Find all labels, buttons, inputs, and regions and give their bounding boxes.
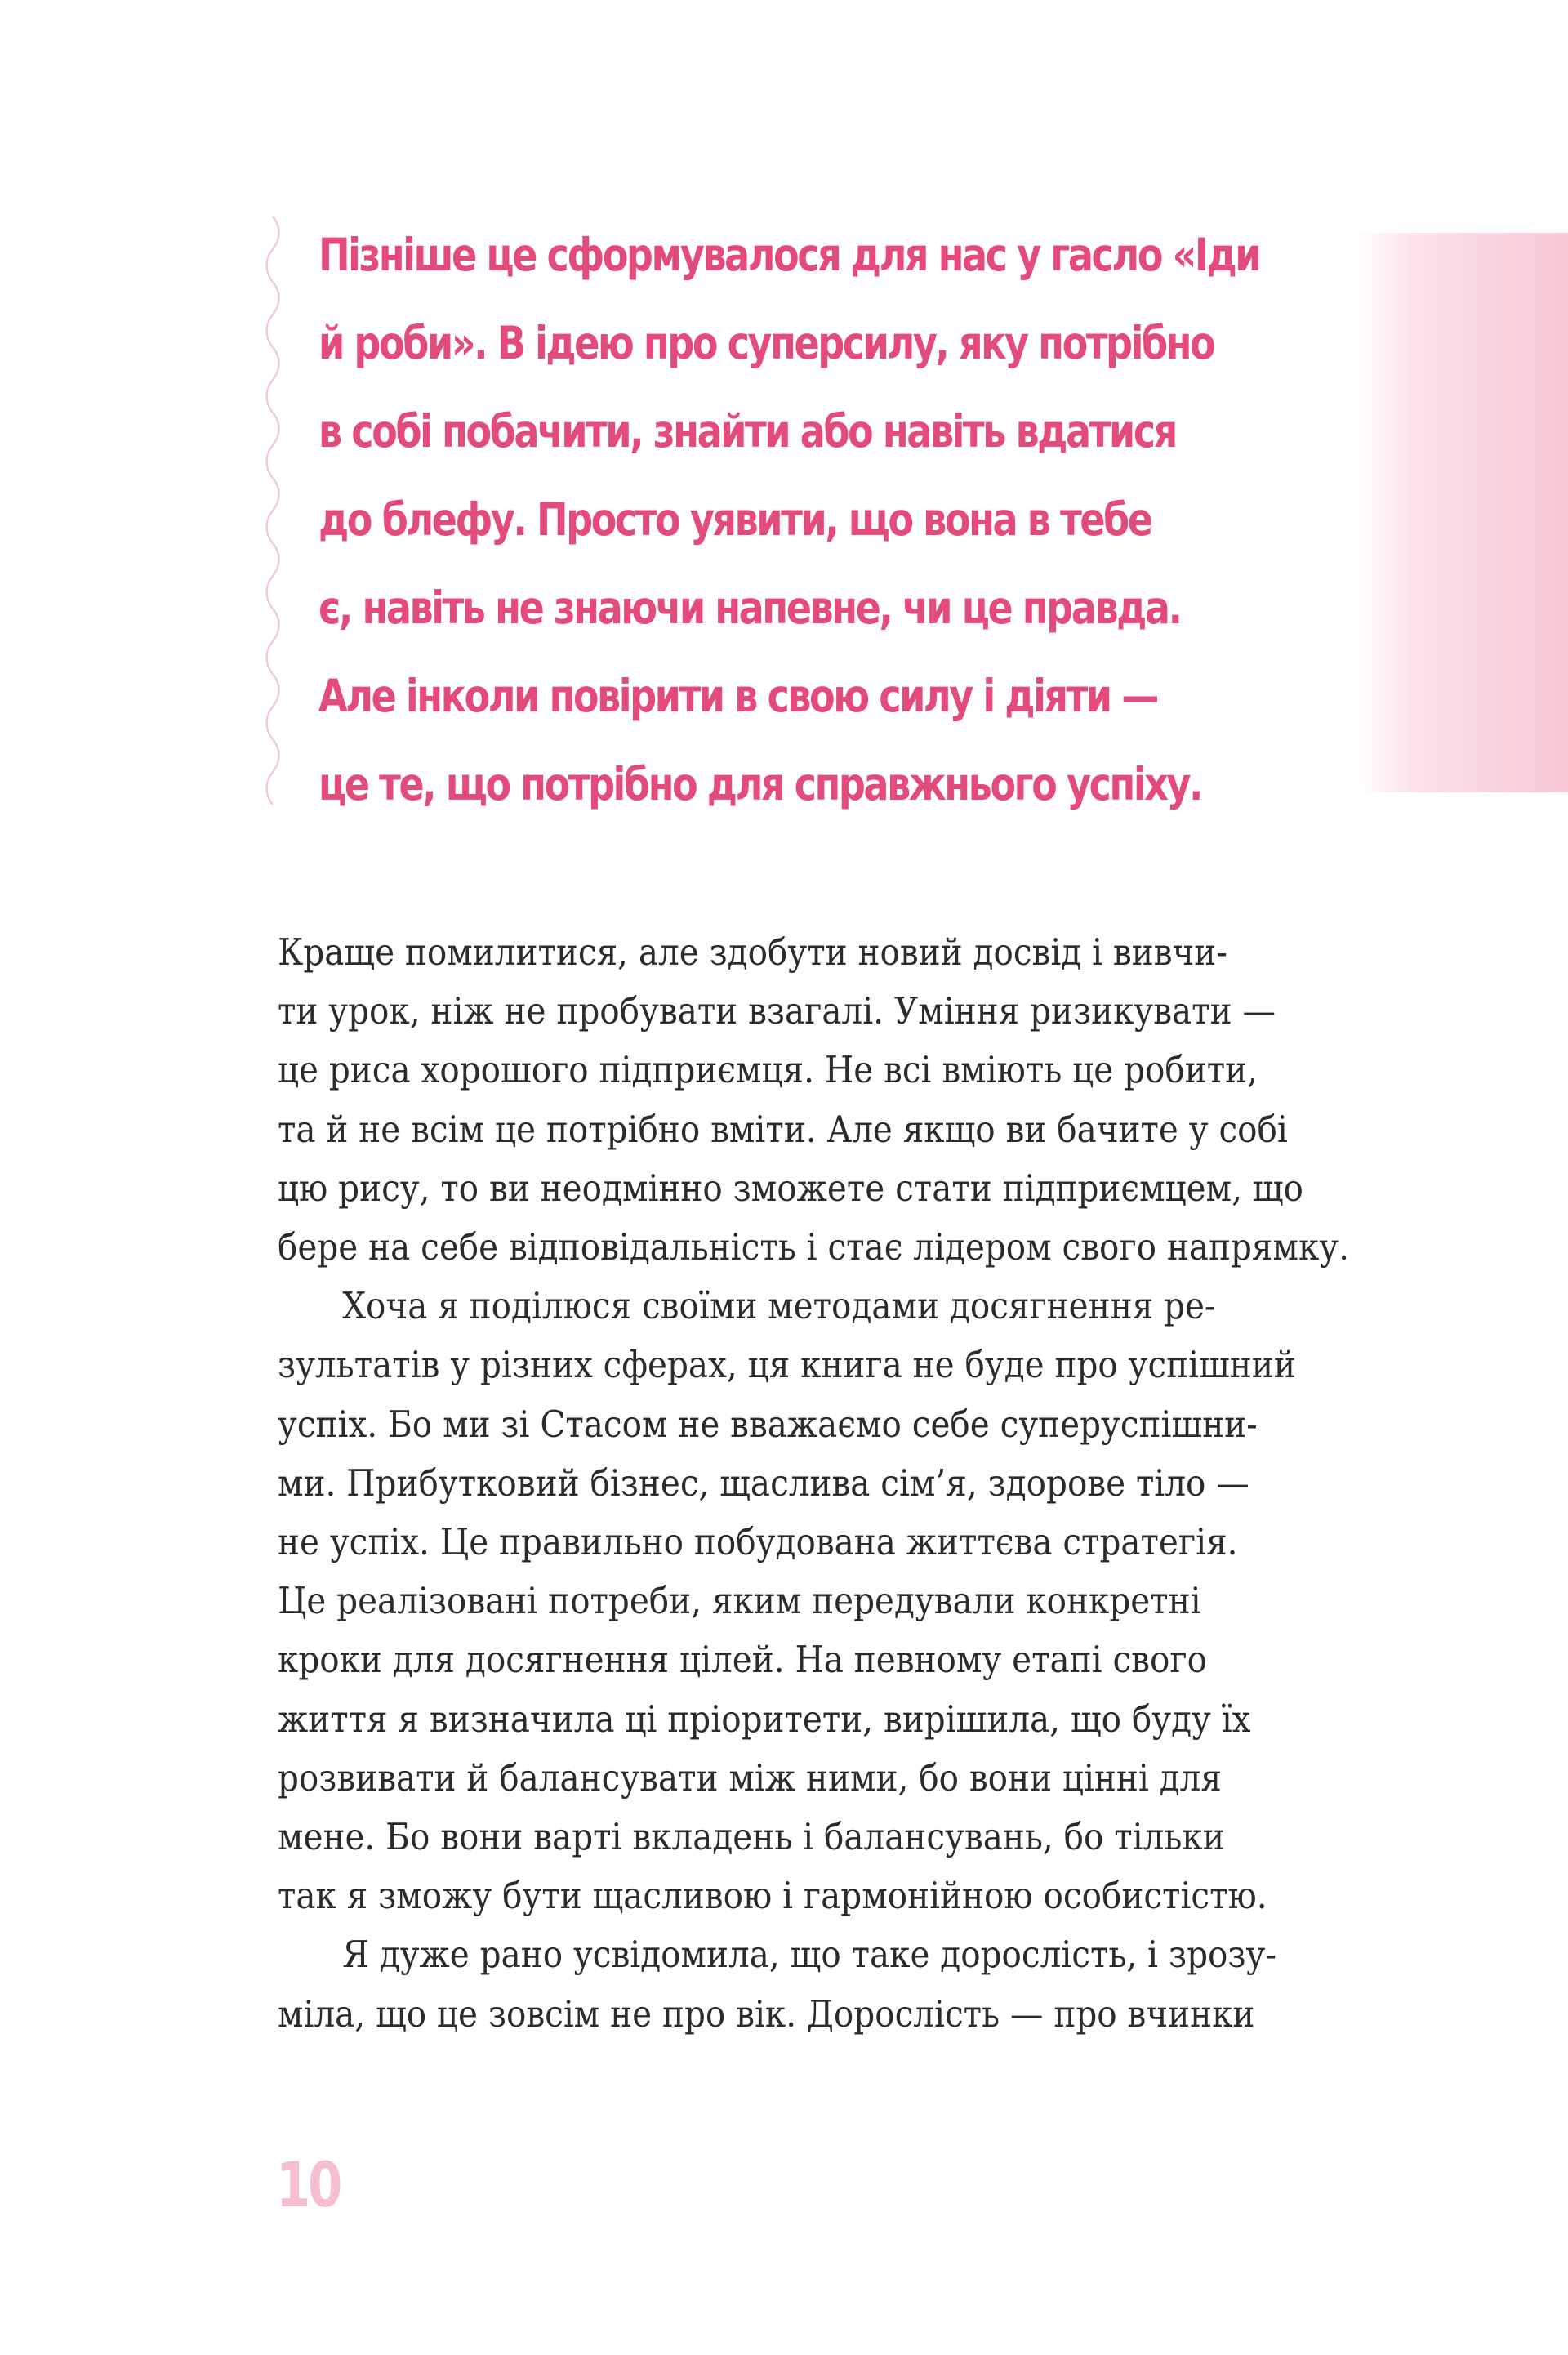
text-line: це риса хорошого підприємця. Не всі вміють це робити,: [278, 1048, 1258, 1092]
pull-quote: [318, 211, 1348, 828]
quote-line: це те, що потрібно для справжнього успіху.: [318, 758, 1202, 810]
text-line: кроки для досягнення цілей. На певному етапі свого: [278, 1638, 1207, 1682]
text-line: життя я визначила ці пріоритети, вирішила, що буду їх: [278, 1697, 1251, 1741]
text-line: ти урок, ніж не пробувати взагалі. Уміння ризикувати —: [278, 989, 1276, 1033]
quote-line: в собі побачити, знайти або навіть вдатися: [318, 405, 1176, 457]
text-line: цю рису, то ви неодмінно зможете стати підприємцем, що: [278, 1166, 1303, 1210]
quote-line: й роби». В ідею про суперсилу, яку потрібно: [318, 317, 1214, 369]
decorative-pink-band: [1356, 233, 1568, 792]
quote-line: Пізніше це сформувалося для нас у гасло «Іди: [318, 229, 1260, 281]
quote-line: Але інколи повірити в свою силу і діяти —: [318, 670, 1157, 722]
text-line: бере на себе відповідальність і стає лідером свого напрямку.: [278, 1225, 1350, 1269]
wavy-divider-icon: [261, 216, 284, 805]
text-line: ми. Прибутковий бізнес, щаслива сім’я, здорове тіло —: [278, 1461, 1250, 1505]
text-line: мене. Бо вони варті вкладень і балансувань, бо тільки: [278, 1815, 1225, 1859]
quote-line: до блефу. Просто уявити, що вона в тебе: [318, 493, 1152, 546]
text-line: Хоча я поділюся своїми методами досягнення ре-: [342, 1284, 1216, 1328]
page-number: 10: [276, 2148, 341, 2221]
text-line: Краще помилитися, але здобути новий досвід і вивчи-: [278, 930, 1227, 974]
text-line: міла, що це зовсім не про вік. Дорослість — про вчинки: [278, 1991, 1255, 2036]
text-line: Я дуже рано усвідомила, що таке дорослість, і зрозу-: [342, 1933, 1277, 1977]
text-line: не успіх. Це правильно побудована життєва стратегія.: [278, 1520, 1238, 1564]
text-line: так я зможу бути щасливою і гармонійною особистістю.: [278, 1874, 1267, 1918]
text-line: розвивати й балансувати між ними, бо вони цінні для: [278, 1755, 1222, 1800]
text-line: та й не всім це потрібно вміти. Але якщо ви бачите у собі: [278, 1107, 1288, 1151]
text-line: Це реалізовані потреби, яким передували конкретні: [278, 1579, 1201, 1623]
body-text: [278, 923, 1350, 2044]
text-line: зультатів у різних сферах, ця книга не буде про успішний: [278, 1343, 1296, 1387]
quote-line: є, навіть не знаючи напевне, чи це правда.: [318, 582, 1181, 634]
text-line: успіх. Бо ми зі Стасом не вважаємо себе суперуспішни-: [278, 1402, 1258, 1446]
